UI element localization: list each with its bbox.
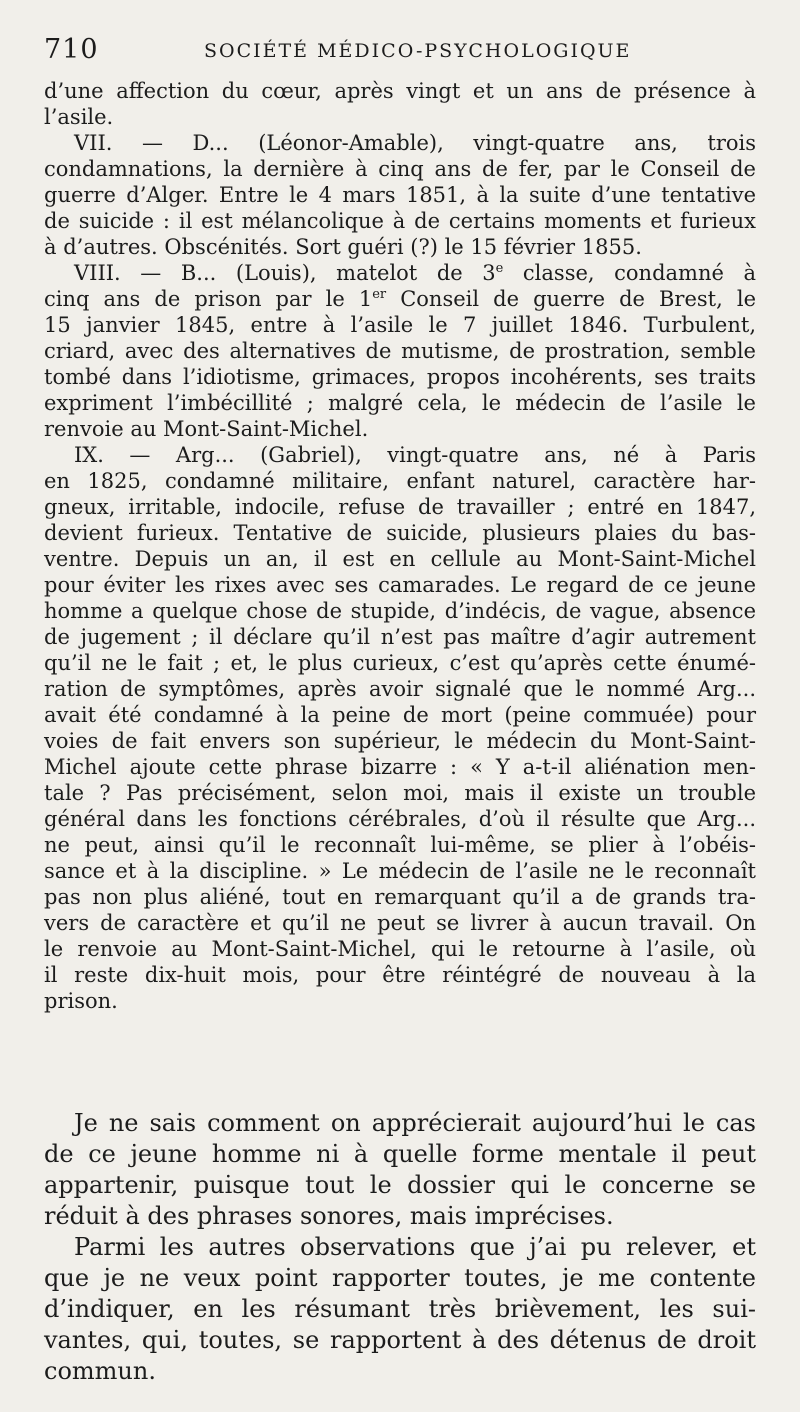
line-text: devient furieux. Tentative de suicide, plusieurs plaies du bas- [44, 521, 756, 545]
line-text: avait été condamné à la peine de mort (peine commuée) pour [44, 703, 756, 727]
text-line [44, 1170, 756, 1201]
text-line [44, 182, 756, 208]
line-text: appartenir, puisque tout le dossier qui le concerne se [44, 1171, 756, 1199]
line-text: homme a quelque chose de stupide, d’indécis, de vague, absence [44, 599, 756, 623]
line-text: général dans les fonctions cérébrales, d’où il résulte que Arg... [44, 807, 756, 831]
line-text: pas non plus aliéné, tout en remarquant qu’il a de grands tra- [44, 885, 756, 909]
ordinal-superscript: e [495, 261, 504, 276]
line-text: tombé dans l’idiotisme, grimaces, propos incohérents, ses traits [44, 365, 756, 389]
line-text: l’asile. [44, 105, 114, 129]
text-line [44, 364, 756, 390]
line-text: VII. — D... (Léonor-Amable), vingt-quatre ans, trois [74, 131, 756, 155]
page-number: 710 [44, 34, 99, 65]
text-line [44, 1263, 756, 1294]
line-text: renvoie au Mont-Saint-Michel. [44, 417, 369, 441]
line-text: de jugement ; il déclare qu’il n’est pas maître d’agir autrement [44, 625, 756, 649]
line-text: en 1825, condamné militaire, enfant naturel, caractère har- [44, 469, 756, 493]
text-line [44, 104, 756, 130]
text-line [44, 676, 756, 702]
line-text: le renvoie au Mont-Saint-Michel, qui le retourne à l’asile, où [44, 937, 756, 961]
text-line [44, 962, 756, 988]
line-text: expriment l’imbécillité ; malgré cela, le médecin de l’asile le [44, 391, 756, 415]
text-line [44, 884, 756, 910]
line-text: 15 janvier 1845, entre à l’asile le 7 juillet 1846. Turbulent, [44, 313, 756, 337]
line-text: condamnations, la dernière à cinq ans de fer, par le Conseil de [44, 157, 756, 181]
text-line [44, 1294, 756, 1325]
line-text: cinq ans de prison par le 1 [44, 287, 373, 311]
text-line [44, 442, 756, 468]
line-text: de suicide : il est mélancolique à de certains moments et furieux [44, 209, 756, 233]
line-text: gneux, irritable, indocile, refuse de travailler ; entré en 1847, [44, 495, 756, 519]
line-text-continued: classe, condamné à [503, 261, 756, 285]
line-text: réduit à des phrases sonores, mais imprécises. [44, 1202, 614, 1230]
line-text: criard, avec des alternatives de mutisme, de prostration, semble [44, 339, 756, 363]
text-line [44, 468, 756, 494]
line-text: sance et à la discipline. » Le médecin de l’asile ne le reconnaît [44, 859, 756, 883]
text-line [44, 754, 756, 780]
text-line [44, 260, 756, 286]
line-text: vantes, qui, toutes, se rapportent à des détenus de droit [44, 1326, 756, 1354]
line-text: IX. — Arg... (Gabriel), vingt-quatre ans, né à Paris [74, 443, 756, 467]
text-line [44, 546, 756, 572]
line-text: guerre d’Alger. Entre le 4 mars 1851, à la suite d’une tentative [44, 183, 756, 207]
text-line [44, 858, 756, 884]
line-text: d’indiquer, en les résumant très brièvement, les sui- [44, 1295, 756, 1323]
line-text: Michel ajoute cette phrase bizarre : « Y a-t-il aliénation men- [44, 755, 756, 779]
ordinal-superscript: er [372, 287, 387, 302]
line-text: tale ? Pas précisément, selon moi, mais il existe un trouble [44, 781, 756, 805]
running-head: SOCIÉTÉ MÉDICO-PSYCHOLOGIQUE [204, 40, 632, 62]
line-text: d’une affection du cœur, après vingt et un ans de présence à [44, 79, 756, 103]
text-line [44, 780, 756, 806]
line-text: vers de caractère et qu’il ne peut se livrer à aucun travail. On [44, 911, 756, 935]
line-text: ventre. Depuis un an, il est en cellule au Mont-Saint-Michel [44, 547, 756, 571]
line-text: voies de fait envers son supérieur, le médecin du Mont-Saint- [44, 729, 756, 753]
text-line [44, 494, 756, 520]
text-line [44, 286, 756, 312]
line-text: il reste dix-huit mois, pour être réintégré de nouveau à la [44, 963, 756, 987]
line-text: VIII. — B... (Louis), matelot de 3 [74, 261, 496, 285]
line-text: ration de symptômes, après avoir signalé que le nommé Arg... [44, 677, 756, 701]
text-line [44, 390, 756, 416]
line-text: à d’autres. Obscénités. Sort guéri (?) le 15 février 1855. [44, 235, 642, 259]
page-header [44, 30, 754, 70]
text-line [44, 156, 756, 182]
text-line [44, 338, 756, 364]
text-line [44, 624, 756, 650]
text-line [44, 1325, 756, 1356]
line-text: pour éviter les rixes avec ses camarades. Le regard de ce jeune [44, 573, 756, 597]
text-line [44, 1108, 756, 1139]
line-text-continued: Conseil de guerre de Brest, le [386, 287, 757, 311]
text-line [44, 910, 756, 936]
text-line [44, 598, 756, 624]
text-line [44, 806, 756, 832]
text-line [44, 1139, 756, 1170]
text-line [44, 312, 756, 338]
line-text: de ce jeune homme ni à quelle forme mentale il peut [44, 1140, 756, 1168]
line-text: Je ne sais comment on apprécierait aujourd’hui le cas [74, 1109, 756, 1137]
text-line [44, 988, 756, 1014]
text-line [44, 208, 756, 234]
text-line [44, 650, 756, 676]
text-line [44, 936, 756, 962]
text-line [44, 416, 756, 442]
text-line [44, 702, 756, 728]
line-text: qu’il ne le fait ; et, le plus curieux, c’est qu’après cette énumé- [44, 651, 756, 675]
text-line [44, 234, 756, 260]
text-line [44, 520, 756, 546]
text-line [44, 832, 756, 858]
commentary-text [44, 1108, 756, 1387]
line-text: ne peut, ainsi qu’il le reconnaît lui-même, se plier à l’obéis- [44, 833, 756, 857]
line-text: Parmi les autres observations que j’ai pu relever, et [74, 1233, 756, 1261]
text-line [44, 572, 756, 598]
case-observations-text [44, 78, 756, 1014]
text-line [44, 728, 756, 754]
text-line [44, 130, 756, 156]
text-line [44, 1201, 756, 1232]
line-text: que je ne veux point rapporter toutes, je me contente [44, 1264, 756, 1292]
text-line [44, 1232, 756, 1263]
text-line [44, 1356, 756, 1387]
line-text: prison. [44, 989, 118, 1013]
line-text: commun. [44, 1357, 156, 1385]
text-line [44, 78, 756, 104]
